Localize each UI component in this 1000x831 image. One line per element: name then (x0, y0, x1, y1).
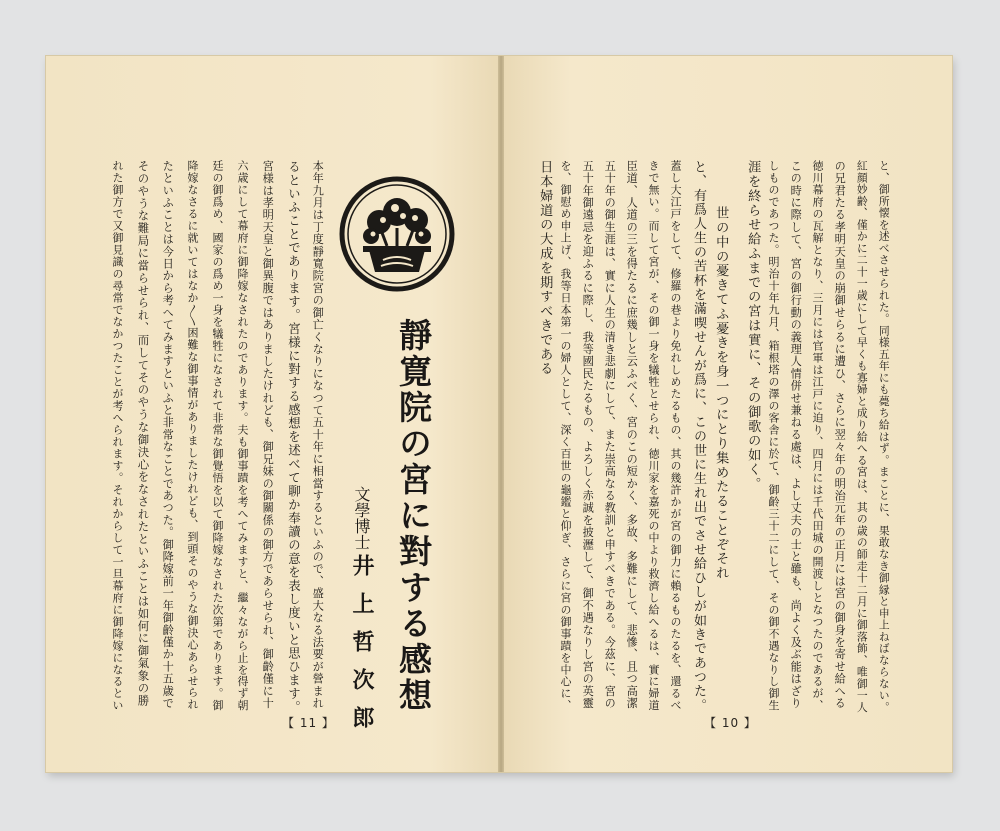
text-column: の兄君たる孝明天皇の崩御せらるに遭ひ、さらに翌々年の明治元年の正月には宮の御身を寄せ給へる (833, 160, 847, 710)
page-number: 【 10 】 (704, 716, 757, 730)
text-column: 日本婦道の大成を期すべきである (537, 160, 553, 376)
author-degree: 文學博士 (352, 486, 371, 550)
text-column: と、御所懐を述べさせられた。同様五年にも薨ち給はず。まことに、果敢なき御縁と申上ねばならない。 (877, 160, 891, 714)
text-column: 六歳にして幕府に御降嫁なされたのであります。夫も御事蹟を考へてみますと、繼々ながら止を得ず朝 (236, 160, 249, 712)
text-column: と、有爲人生の苦杯を滿喫せんが爲に、この世に生れ出でさせ給ひしが如きであつた。 (691, 160, 706, 713)
text-column: 涯を終らせ給ふまでの宮は實に、その御歌の如く。 (745, 160, 761, 492)
text-column: るといふことであります。宮様に對する感想を述べて聊か奉讀の意を表し度いと思ひます。 (286, 160, 302, 715)
text-column: 臣道、人道の三を得たるに庶幾しと云ふべく、宮のこの短かく、多故、多難にして、悲慘、且つ高潔 (625, 160, 639, 710)
author-name: 井上哲次郎 (349, 554, 375, 744)
text-column: 降嫁なさるに就いてはなか〳〵困難な御事情がありましたけれども、到頭そのやうな御決心あらせられ (186, 160, 199, 711)
text-column: 本年九月は丁度靜寛院宮の御亡くなりになつて五十年に相當するといふので、盛大なる法要が營まれ (311, 160, 325, 710)
page-number: 【 11 】 (282, 716, 335, 730)
book-spread (46, 56, 952, 772)
potted-plant-stamp-icon (339, 176, 455, 292)
text-column: 蓋し大江戸をして、修羅の巷より免れしめたるもの、其の幾許かが宮の御力に賴るものたるを、還るべ (669, 160, 682, 712)
text-column: しものであつた。明治十年九月、箱根塔の澤の客舎に於て、御齡三十二にして、その御不遇なりし御生 (767, 160, 780, 712)
text-column: たといふことは今日から考へてみますといふと非常なことであつた。御降嫁前一年御齡僅か十五歳で (161, 160, 175, 710)
text-column: 宮様は孝明天皇と御異腹ではありましたけれども、御兄妹の御關係の御方であらせられ、御齡僅に十 (261, 160, 275, 710)
text-column: を、御慰め申上げ、我等日本第一の婦人として、深く百世の龜鑑と仰ぎ、さらに宮の御事蹟を中心に、 (559, 160, 572, 712)
text-column: 徳川幕府の瓦解となり、三月には官軍は江戸に迫り、四月には千代田城の開渡しとなつたのであるが、 (811, 160, 824, 712)
text-column: れた御方で又御見識の尋常でなかつたことが考へられます。それからして一旦幕府に御降嫁になるとい (111, 160, 124, 712)
text-column: 五十年御遠忌を迎ふるに際し、我等國民たるもの、よろしく赤誠を披瀝して、御不遇なりし宮の英靈 (581, 160, 595, 710)
text-column: 紅顔妙齢、僅かに二十一歳にして早くも寡婦と成り給へる宮は、其の歳の師走十二月に御落飾、唯御一人 (855, 160, 869, 714)
text-column: この時に際して、宮の御行動の義理人情併せ兼ねる處は、よし丈夫の士と雖も、尚よく及ぶ能はざり (789, 160, 803, 710)
text-column: 五十年の御生涯は、實に人生の清き悲劇にして、また崇高なる教訓と申すべきである。今茲に、宮の (603, 160, 617, 710)
poem-line: 世の中の憂きてふ憂きを身一つにとり集めたることぞそれ (713, 206, 729, 581)
text-column: きで無い。而して宮が、その御一身を犠牲とせられ、徳川家を嘉死の中より救濟し給へるは、實に婦道 (647, 160, 660, 712)
left-page (46, 56, 498, 772)
text-column: 廷の御爲め、國家の爲め一身を犠牲になされて非常な御覺悟を以て御降嫁なされた次第であります。御 (211, 160, 224, 712)
text-column: そのやうな難局に當らせられ、而してそのやうな御決心をなされたといふことは如何に御氣象の勝 (136, 160, 151, 707)
right-page (504, 56, 952, 772)
article-title: 靜寛院の宮に對する感想 (394, 318, 433, 714)
